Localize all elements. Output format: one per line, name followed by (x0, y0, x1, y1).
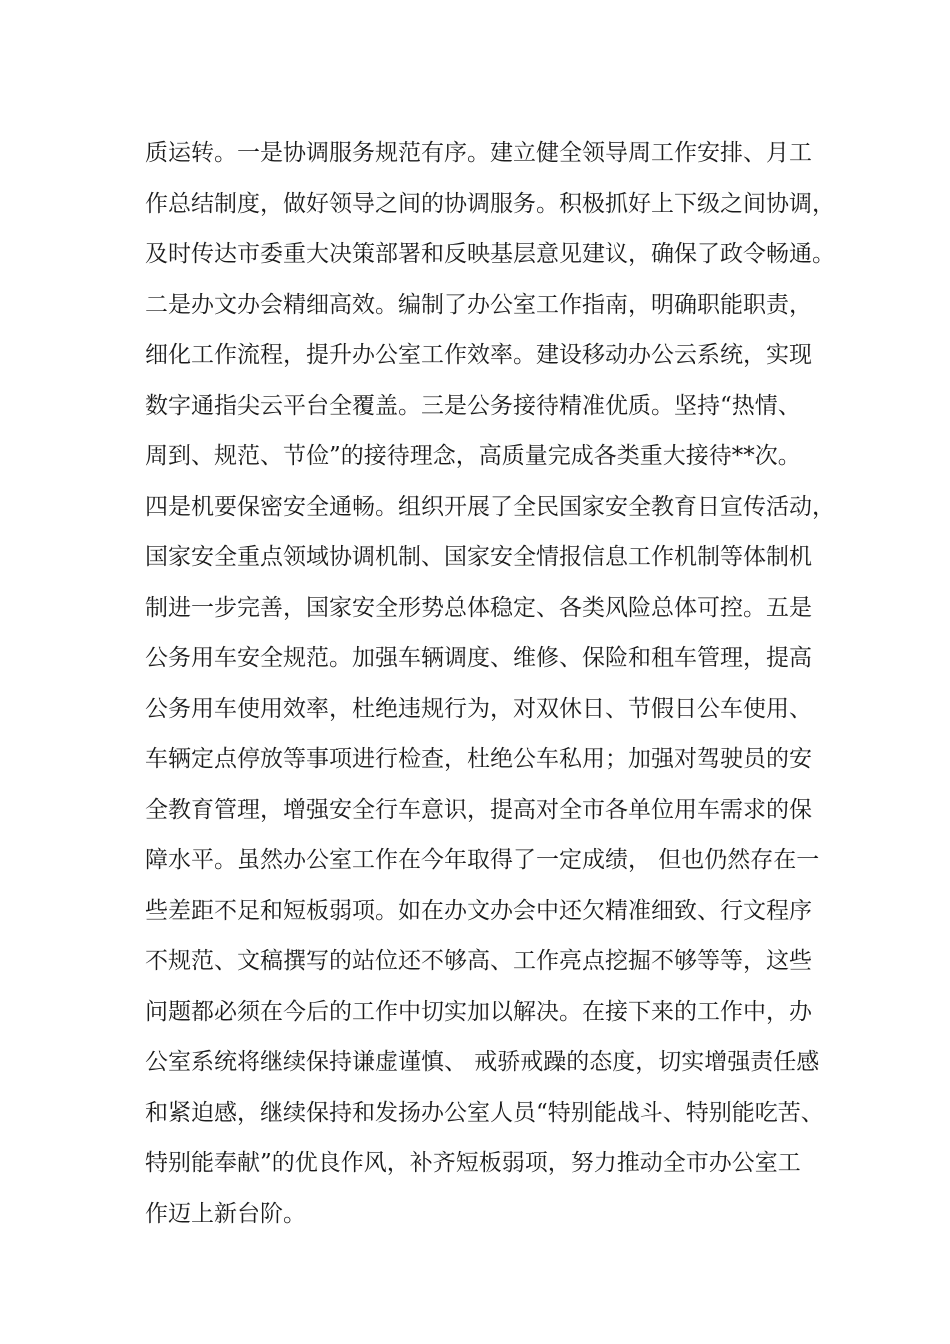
text-line-5: 细化工作流程，提升办公室工作效率。建设移动办公云系统，实现 (145, 342, 812, 368)
text-line-6: 数字通指尖云平台全覆盖。三是公务接待精准优质。坚持“热情、 (145, 392, 801, 419)
text-line-11: 公务用车安全规范。加强车辆调度、维修、保险和租车管理，提高 (145, 645, 812, 671)
text-line-4: 二是办文办会精细高效。编制了办公室工作指南，明确职能职责， (145, 291, 812, 318)
text-line-20: 和紧迫感，继续保持和发扬办公室人员“特别能战斗、特别能吃苦、 (145, 1099, 824, 1126)
body-paragraph (145, 128, 835, 1239)
text-line-13: 车辆定点停放等事项进行检查，杜绝公车私用；加强对驾驶员的安 (145, 746, 812, 772)
text-line-17: 不规范、文稿撰写的站位还不够高、工作亮点挖掘不够等等，这些 (145, 948, 812, 974)
text-line-21: 特别能奉献”的优良作风，补齐短板弱项，努力推动全市办公室工 (145, 1150, 801, 1176)
text-line-14: 全教育管理，增强安全行车意识，提高对全市各单位用车需求的保 (145, 796, 812, 823)
text-line-3: 及时传达市委重大决策部署和反映基层意见建议，确保了政令畅通。 (145, 241, 835, 267)
text-line-16: 些差距不足和短板弱项。如在办文办会中还欠精准细致、行文程序 (145, 897, 812, 924)
text-line-22: 作迈上新台阶。 (145, 1200, 306, 1227)
text-line-15: 障水平。虽然办公室工作在今年取得了一定成绩， 但也仍然存在一 (145, 847, 820, 873)
text-line-2: 作总结制度，做好领导之间的协调服务。积极抓好上下级之间协调， (145, 190, 835, 217)
text-line-1: 质运转。一是协调服务规范有序。建立健全领导周工作安排、月工 (145, 140, 812, 166)
text-line-10: 制进一步完善，国家安全形势总体稳定、各类风险总体可控。五是 (145, 594, 812, 621)
text-line-12: 公务用车使用效率，杜绝违规行为，对双休日、节假日公车使用、 (145, 695, 812, 722)
text-line-7: 周到、规范、节俭”的接待理念，高质量完成各类重大接待**次。 (145, 443, 801, 469)
text-line-8: 四是机要保密安全通畅。组织开展了全民国家安全教育日宣传活动， (145, 493, 835, 520)
text-line-19: 公室系统将继续保持谦虚谨慎、 戒骄戒躁的态度，切实增强责任感 (145, 1049, 820, 1075)
text-line-18: 问题都必须在今后的工作中切实加以解决。在接下来的工作中，办 (145, 998, 812, 1025)
text-line-9: 国家安全重点领域协调机制、国家安全情报信息工作机制等体制机 (145, 544, 812, 570)
